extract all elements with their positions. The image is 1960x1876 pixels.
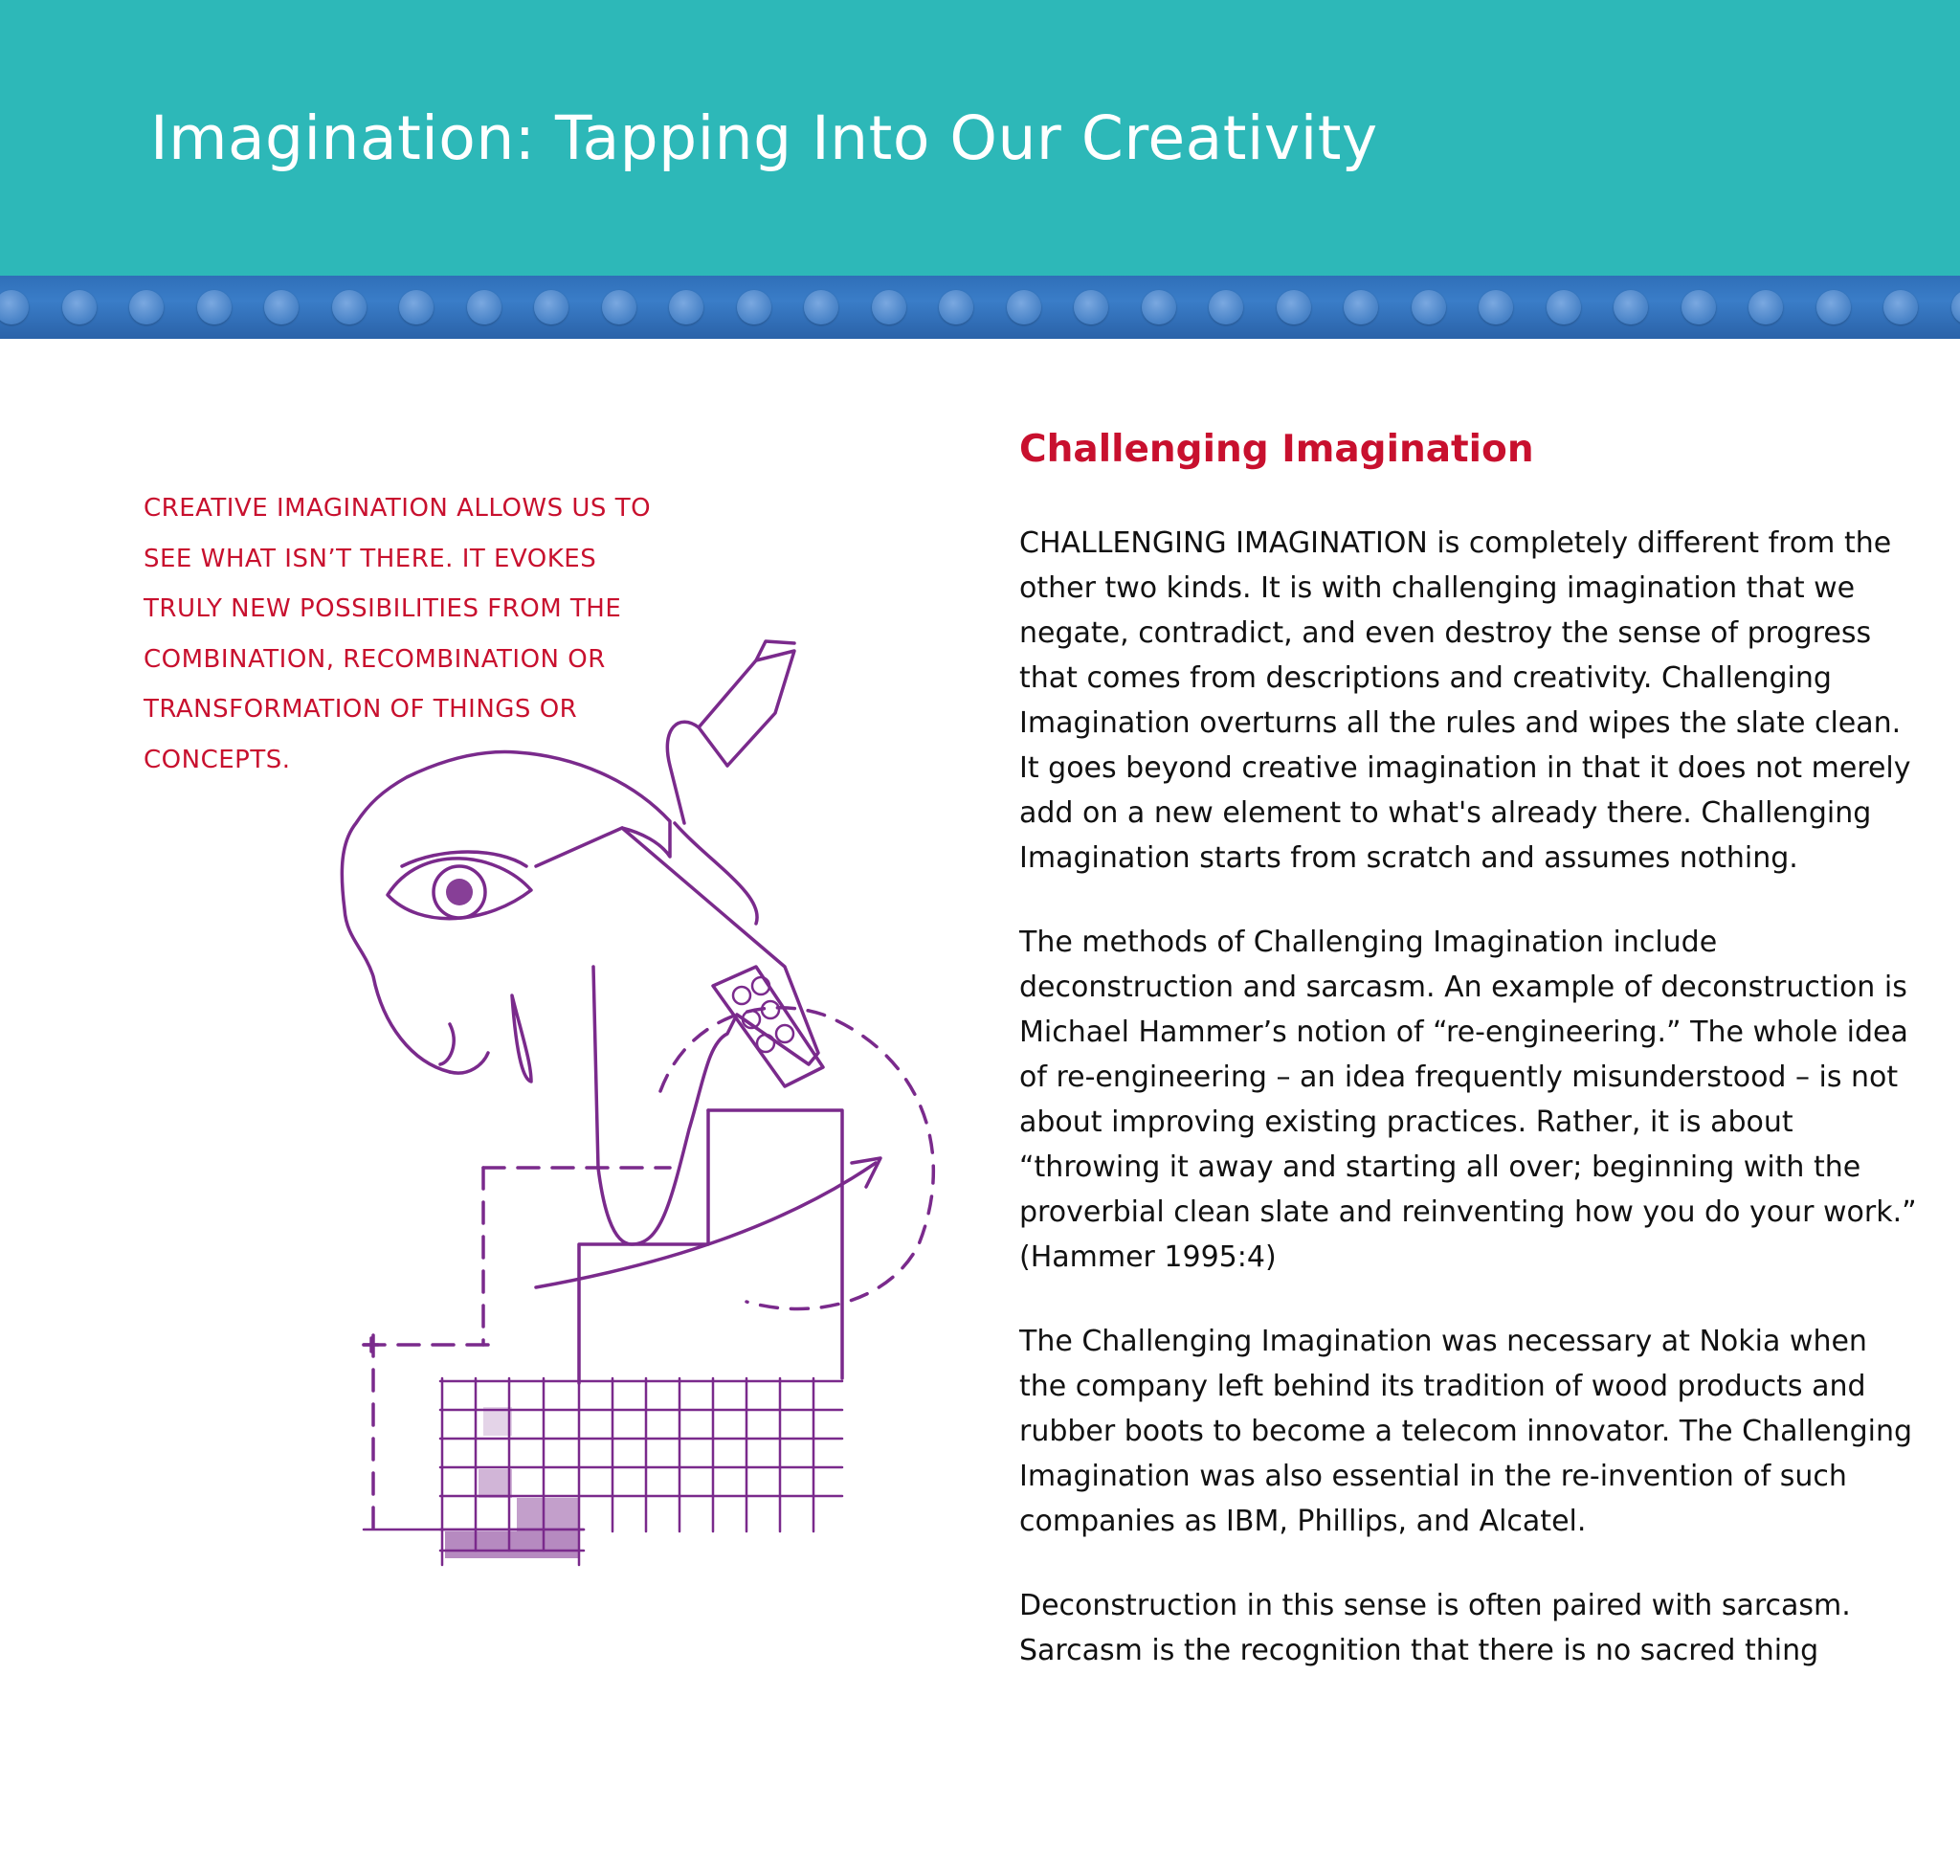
hand-eye-sketch-icon bbox=[325, 627, 957, 1574]
band-dot bbox=[1277, 290, 1311, 324]
band-dot bbox=[804, 290, 838, 324]
pull-quote: CREATIVE IMAGINATION ALLOWS US TO SEE WHAT ISN’T THERE. IT EVOKES TRULY NEW POSSIBILITIES FROM THE COMBINATION, RECOMBINATION OR TRANSFORMATION OF THINGS OR CONCEPTS. bbox=[144, 494, 652, 774]
band-dot bbox=[1816, 290, 1851, 324]
section-heading: Challenging Imagination bbox=[1019, 428, 1534, 471]
band-dot bbox=[399, 290, 434, 324]
band-dot bbox=[534, 290, 568, 324]
band-dot bbox=[129, 290, 164, 324]
paragraph: The methods of Challenging Imagination include deconstruction and sarcasm. An example of deconstruction is Michael Hammer’s notion of “re-engineering.” The whole idea of re-engineering – an idea frequently misunderstood – is not about improving existing practices. Rather, it is about “throwing it away and starting all over; beginning with the proverbial clean slate and reinventing how you do your work.” (Hammer 1995:4) bbox=[1019, 926, 1917, 1274]
band-dot bbox=[197, 290, 232, 324]
paragraph: The Challenging Imagination was necessary at Nokia when the company left behind its tradition of wood products and rubber boots to become a telecom innovator. The Challenging Imagination was also essential in the re-invention of such companies as IBM, Phillips, and Alcatel. bbox=[1019, 1325, 1913, 1538]
band-dot bbox=[332, 290, 367, 324]
page-title: Imagination: Tapping Into Our Creativity bbox=[150, 103, 1378, 173]
band-dot bbox=[1614, 290, 1648, 324]
body-text bbox=[1019, 521, 1919, 1712]
paragraph: Deconstruction in this sense is often paired with sarcasm. Sarcasm is the recognition that there is no sacred thing bbox=[1019, 1589, 1851, 1667]
band-dot bbox=[1344, 290, 1378, 324]
paragraph: CHALLENGING IMAGINATION is completely different from the other two kinds. It is with challenging imagination that we negate, contradict, and even destroy the sense of progress that comes from descriptions and creativity. Challenging Imagination overturns all the rules and wipes the slate clean. It goes beyond creative imagination in that it does not merely add on a new element to what's already there. Challenging Imagination starts from scratch and assumes nothing. bbox=[1019, 526, 1911, 875]
band-dot bbox=[1209, 290, 1243, 324]
band-dot bbox=[1883, 290, 1918, 324]
band-dot bbox=[1142, 290, 1176, 324]
band-dot bbox=[737, 290, 771, 324]
band-dot bbox=[264, 290, 299, 324]
band-dot bbox=[939, 290, 973, 324]
band-dot bbox=[1547, 290, 1581, 324]
band-dot bbox=[1412, 290, 1446, 324]
band-dot bbox=[62, 290, 97, 324]
band-dot bbox=[1479, 290, 1513, 324]
band-dot bbox=[1682, 290, 1716, 324]
band-dot bbox=[669, 290, 703, 324]
band-dot bbox=[602, 290, 636, 324]
band-dot bbox=[467, 290, 501, 324]
band-dot bbox=[1748, 290, 1783, 324]
band-dot bbox=[1007, 290, 1041, 324]
header-banner bbox=[0, 0, 1960, 276]
band-dot bbox=[872, 290, 906, 324]
band-dot bbox=[1074, 290, 1108, 324]
